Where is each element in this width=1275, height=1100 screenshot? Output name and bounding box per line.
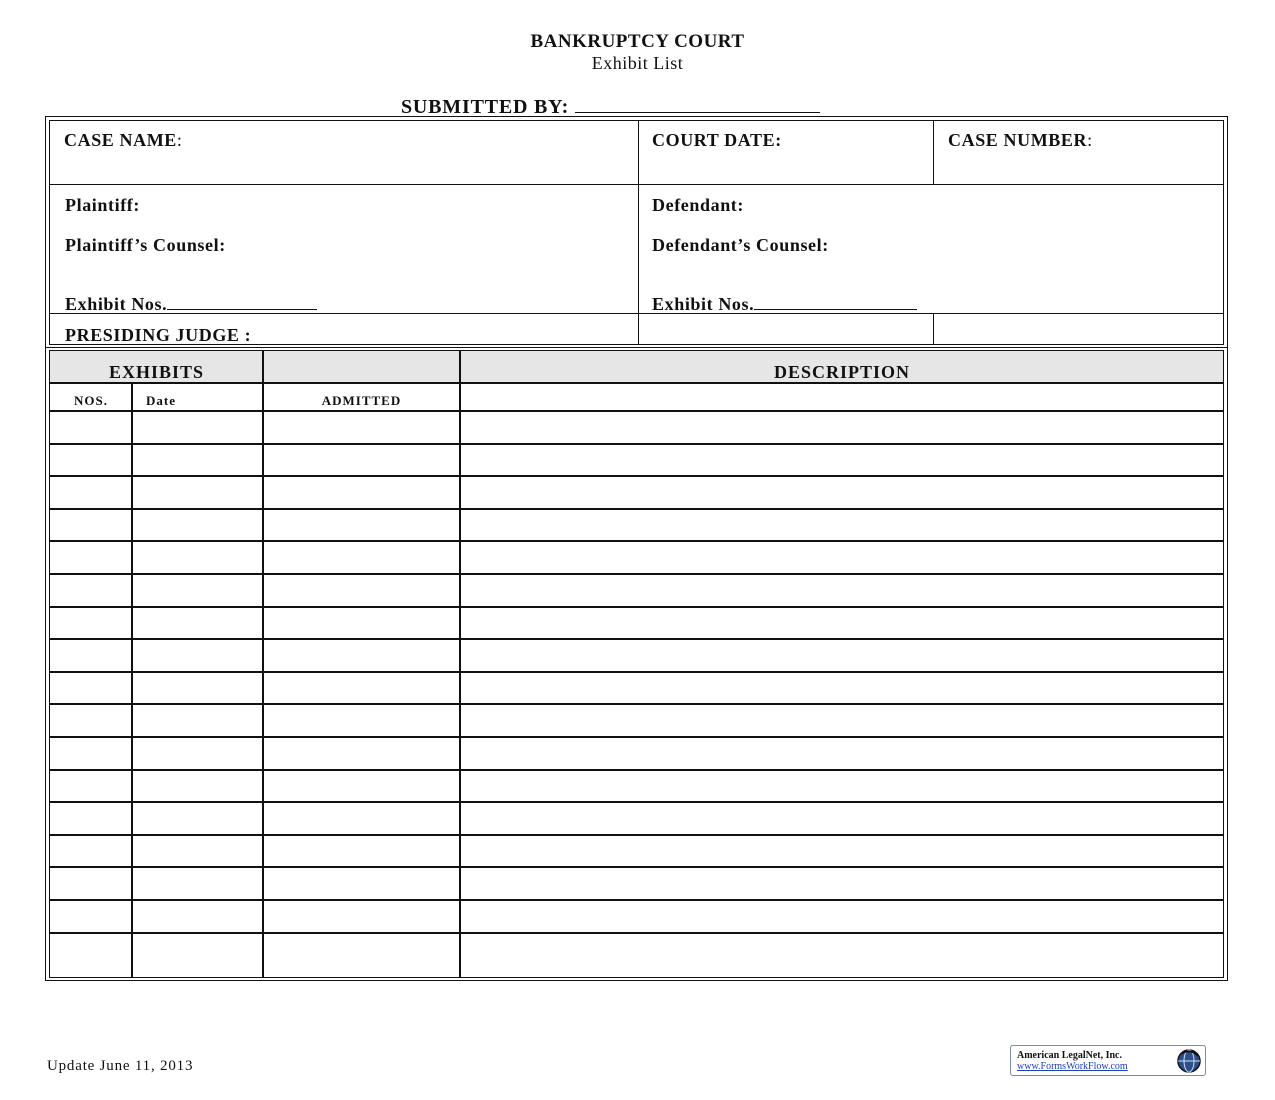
cell-description[interactable] [461,738,1222,769]
cell-admitted[interactable] [264,412,460,443]
cell-description[interactable] [461,477,1222,508]
plaintiff-counsel-label[interactable]: Plaintiff’s Counsel: [65,235,226,255]
plaintiff-exhibit-nos-blank [167,296,317,310]
cell-date[interactable] [133,608,263,638]
presiding-judge-label[interactable]: PRESIDING JUDGE : [65,325,252,345]
submitted-by-label: SUBMITTED BY: [401,96,570,118]
cell-admitted[interactable] [264,868,460,899]
cell-description[interactable] [461,836,1222,866]
cell-admitted[interactable] [264,608,460,638]
cell-description[interactable] [461,705,1222,736]
cell-description[interactable] [461,868,1222,899]
cell-admitted[interactable] [264,705,460,736]
cell-nos[interactable] [50,868,132,899]
cell-admitted[interactable] [264,771,460,801]
cell-date[interactable] [133,934,263,977]
cell-date[interactable] [133,542,263,573]
cell-nos[interactable] [50,640,132,671]
publisher-url[interactable]: www.FormsWorkFlow.com [1017,1061,1128,1072]
cell-nos[interactable] [50,934,132,977]
court-date-label[interactable]: COURT DATE: [652,130,782,150]
cell-description[interactable] [461,412,1222,443]
col-header-admitted: ADMITTED [321,393,402,408]
cell-description[interactable] [461,542,1222,573]
cell-date[interactable] [133,575,263,606]
defendant-exhibit-nos-label: Exhibit Nos. [652,294,755,314]
cell-admitted[interactable] [264,510,460,540]
divider [49,184,1224,185]
cell-date[interactable] [133,412,263,443]
cell-date[interactable] [133,477,263,508]
defendant-exhibit-nos-blank [754,296,917,310]
cell-nos[interactable] [50,608,132,638]
defendant-exhibit-nos[interactable] [652,294,917,315]
divider [933,313,934,345]
cell-date[interactable] [133,445,263,475]
cell-description[interactable] [461,575,1222,606]
cell-admitted[interactable] [264,477,460,508]
plaintiff-label[interactable]: Plaintiff: [65,195,140,215]
row-divider [50,382,1223,384]
case-number-colon: : [1087,130,1093,150]
cell-date[interactable] [133,640,263,671]
case-name-label: CASE NAME [64,130,177,150]
cell-description[interactable] [461,901,1222,932]
case-name-field[interactable] [64,130,183,151]
defendant-label[interactable]: Defendant: [652,195,744,215]
cell-admitted[interactable] [264,640,460,671]
cell-description[interactable] [461,608,1222,638]
cell-nos[interactable] [50,673,132,703]
cell-admitted[interactable] [264,738,460,769]
cell-description[interactable] [461,510,1222,540]
court-title: BANKRUPTCY COURT [530,31,745,52]
cell-description[interactable] [461,771,1222,801]
cell-description[interactable] [461,445,1222,475]
cell-nos[interactable] [50,445,132,475]
cell-date[interactable] [133,771,263,801]
cell-admitted[interactable] [264,542,460,573]
cell-nos[interactable] [50,542,132,573]
cell-description[interactable] [461,640,1222,671]
cell-description[interactable] [461,934,1222,977]
cell-date[interactable] [133,705,263,736]
cell-date[interactable] [133,803,263,834]
cell-nos[interactable] [50,705,132,736]
defendant-counsel-label[interactable]: Defendant’s Counsel: [652,235,829,255]
submitted-by-field[interactable] [575,95,820,113]
plaintiff-exhibit-nos[interactable] [65,294,317,315]
case-name-colon: : [176,130,183,150]
cell-nos[interactable] [50,771,132,801]
case-number-field[interactable] [948,130,1093,151]
cell-nos[interactable] [50,836,132,866]
cell-admitted[interactable] [264,836,460,866]
description-header: DESCRIPTION [773,362,911,382]
cell-nos[interactable] [50,510,132,540]
cell-date[interactable] [133,901,263,932]
update-date: Update June 11, 2013 [47,1058,194,1074]
cell-nos[interactable] [50,901,132,932]
cell-date[interactable] [133,868,263,899]
cell-admitted[interactable] [264,934,460,977]
exhibits-header: EXHIBITS [108,362,205,382]
cell-nos[interactable] [50,412,132,443]
cell-description[interactable] [461,673,1222,703]
cell-nos[interactable] [50,575,132,606]
cell-admitted[interactable] [264,445,460,475]
globe-icon [1176,1048,1202,1074]
cell-admitted[interactable] [264,673,460,703]
case-number-label: CASE NUMBER [948,130,1088,150]
cell-admitted[interactable] [264,803,460,834]
cell-nos[interactable] [50,738,132,769]
cell-nos[interactable] [50,477,132,508]
cell-admitted[interactable] [264,901,460,932]
cell-date[interactable] [133,836,263,866]
cell-date[interactable] [133,738,263,769]
cell-admitted[interactable] [264,575,460,606]
publisher-name: American LegalNet, Inc. [1017,1050,1122,1061]
plaintiff-exhibit-nos-label: Exhibit Nos. [65,294,168,314]
form-title: Exhibit List [591,53,684,73]
cell-nos[interactable] [50,803,132,834]
cell-description[interactable] [461,803,1222,834]
publisher-logo[interactable] [1010,1045,1206,1076]
cell-date[interactable] [133,673,263,703]
divider [933,120,934,184]
cell-date[interactable] [133,510,263,540]
col-header-date: Date [146,393,176,408]
divider [638,120,639,345]
col-header-nos: NOS. [74,393,108,408]
